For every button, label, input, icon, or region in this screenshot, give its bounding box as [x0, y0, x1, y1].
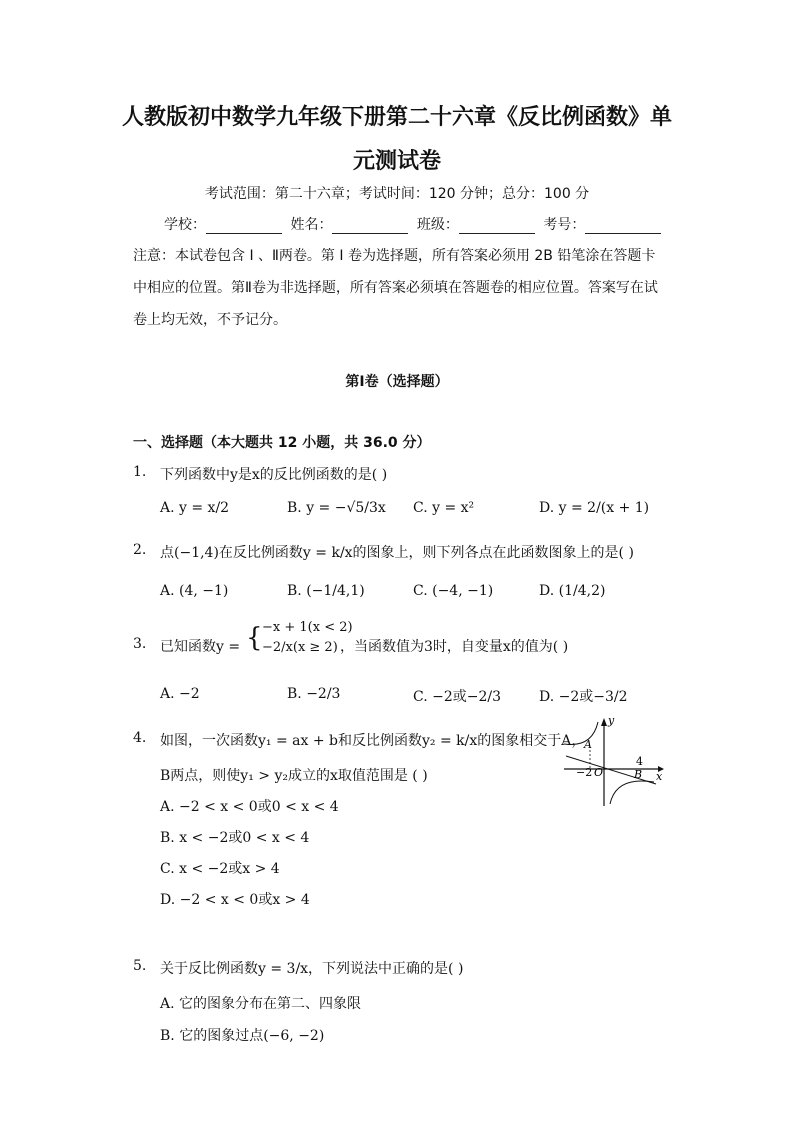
q3-brace: { [246, 623, 263, 653]
point-a-label: A [584, 738, 592, 751]
q4-text-line1: 如图，一次函数y₁ = ax + b和反比例函数y₂ = k/x的图象相交于A， [160, 733, 586, 749]
tick-minus2: −2 [576, 766, 593, 779]
student-info-row [164, 214, 665, 234]
q5-number: 5. [133, 958, 147, 974]
q5-option-a[interactable]: A. 它的图象分布在第二、四象限 [160, 996, 362, 1012]
q2-option-d[interactable]: D. (1/4,2) [539, 583, 606, 599]
note-line3: 卷上均无效，不予记分。 [133, 312, 287, 328]
origin-label: O [594, 766, 604, 779]
q3-option-c[interactable]: C. −2或−2/3 [413, 689, 502, 705]
name-blank[interactable] [332, 219, 408, 234]
note-line2: 中相应的位置。第Ⅱ卷为非选择题，所有答案必须填在答题卷的相应位置。答案写在试 [133, 280, 658, 296]
q3-text-post: ，当函数值为3时，自变量x的值为( ) [340, 639, 569, 655]
hyperbola-branch-left [564, 722, 598, 745]
number-blank[interactable] [585, 219, 661, 234]
q1-number: 1. [133, 464, 147, 480]
q4-number: 4. [133, 730, 147, 746]
section1-heading: 一、选择题（本大题共 12 小题，共 36.0 分） [133, 435, 431, 451]
q4-option-a[interactable]: A. −2 < x < 0或0 < x < 4 [160, 799, 339, 815]
x-label: x [656, 770, 663, 783]
q4-text-line2: B两点，则使y₁ > y₂成立的x取值范围是 ( ) [160, 768, 428, 784]
q3-case2: −2/x(x ≥ 2) [262, 640, 338, 655]
q4-option-b[interactable]: B. x < −2或0 < x < 4 [160, 830, 310, 846]
q2-option-c[interactable]: C. (−4, −1) [413, 583, 494, 599]
q1-option-b[interactable]: B. y = −√5/3x [287, 500, 386, 516]
q3-text-pre: 已知函数y = [160, 639, 241, 655]
school-blank[interactable] [206, 219, 282, 234]
hyperbola-branch-right [610, 781, 654, 804]
q1-option-c[interactable]: C. y = x² [413, 500, 475, 516]
q2-number: 2. [133, 542, 147, 558]
class-label: 班级： [416, 217, 459, 233]
exam-scope: 考试范围：第二十六章；考试时间：120 分钟；总分：100 分 [204, 186, 590, 202]
q3-case1: −x + 1(x < 2) [262, 620, 353, 635]
q3-option-b[interactable]: B. −2/3 [287, 686, 341, 702]
number-label: 考号： [543, 217, 586, 233]
note-line1: 注意：本试卷包含 Ⅰ 、Ⅱ两卷。第 Ⅰ 卷为选择题，所有答案必须用 2B 铅笔涂在答题卡 [133, 248, 656, 264]
q3-number: 3. [133, 636, 147, 652]
q2-text: 点(−1,4)在反比例函数y = k/x的图象上，则下列各点在此函数图象上的是( ) [160, 545, 634, 561]
y-label: y [608, 714, 615, 727]
q2-option-b[interactable]: B. (−1/4,1) [287, 583, 365, 599]
school-label: 学校： [164, 217, 206, 233]
name-label: 姓名： [290, 217, 333, 233]
point-b-label: B [634, 768, 643, 781]
q4-function-graph [562, 714, 666, 808]
class-blank[interactable] [459, 219, 535, 234]
q5-text: 关于反比例函数y = 3/x，下列说法中正确的是( ) [160, 961, 464, 977]
tick-4: 4 [636, 755, 643, 768]
part1-heading: 第Ⅰ卷（选择题） [345, 374, 449, 390]
q1-option-a[interactable]: A. y = x/2 [160, 500, 230, 516]
q1-option-d[interactable]: D. y = 2/(x + 1) [539, 500, 650, 516]
doc-title-line1: 人教版初中数学九年级下册第二十六章《反比例函数》单 [121, 105, 672, 130]
q5-option-b[interactable]: B. 它的图象过点(−6, −2) [160, 1028, 325, 1044]
q1-text: 下列函数中y是x的反比例函数的是( ) [160, 467, 388, 483]
q2-option-a[interactable]: A. (4, −1) [160, 583, 229, 599]
y-axis-arrow [601, 718, 607, 726]
q4-option-d[interactable]: D. −2 < x < 0或x > 4 [160, 892, 310, 908]
q3-option-d[interactable]: D. −2或−3/2 [539, 689, 628, 705]
doc-title-line2: 元测试卷 [352, 149, 441, 174]
q4-option-c[interactable]: C. x < −2或x > 4 [160, 861, 280, 877]
q3-option-a[interactable]: A. −2 [160, 686, 200, 702]
